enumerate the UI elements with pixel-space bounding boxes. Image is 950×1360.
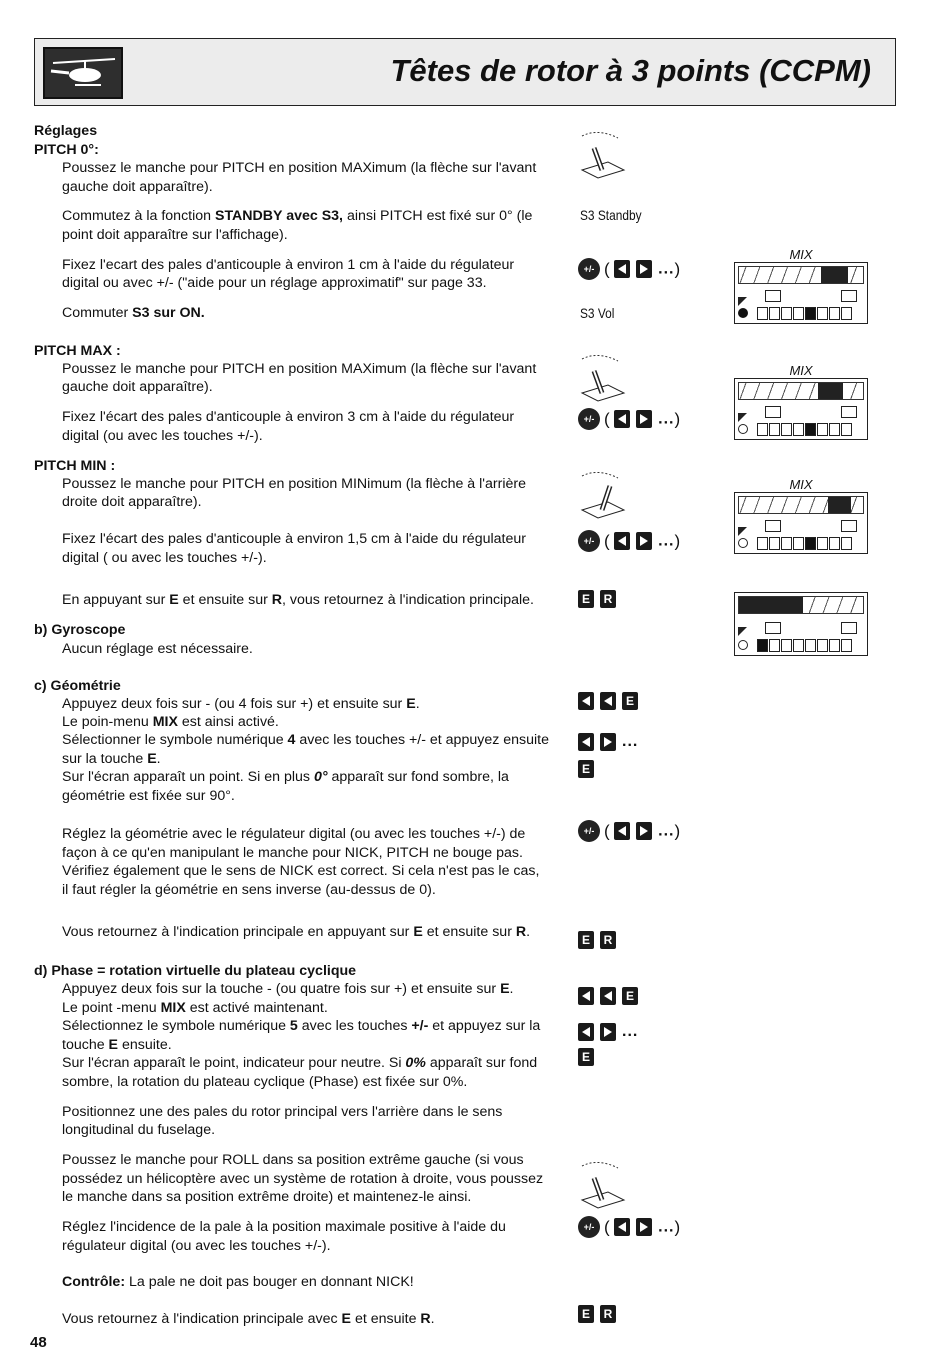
text-line: Fixez l'écart des pales d'anticouple à environ 1,5 cm à l'aide du régulateur — [62, 531, 526, 547]
text-span: E — [500, 981, 510, 997]
arrow-indicator-icon — [738, 627, 747, 636]
text-span: est activé maintenant. — [185, 1000, 328, 1016]
text-line: digital ou avec +/- ("aide pour un réglage approximatif" sur page 33. — [62, 275, 487, 291]
bar-fill — [821, 267, 848, 283]
dots: ... — [658, 1218, 675, 1236]
text-span: et appuyez sur la — [428, 1018, 541, 1034]
text-span: R — [420, 1311, 431, 1327]
minus-key-icon — [578, 987, 594, 1005]
lcd-screen — [734, 378, 868, 440]
dot-indicator-icon — [738, 308, 748, 318]
text-line — [62, 923, 530, 942]
lcd-screen — [734, 262, 868, 324]
helicopter-logo — [43, 47, 123, 99]
bar-fill — [739, 597, 803, 613]
lcd-digit — [793, 537, 804, 550]
text-span: Appuyez deux fois sur la touche - (ou quatre fois sur +) et ensuite sur — [62, 981, 501, 997]
text-line: longitudinal du fuselage. — [62, 1122, 216, 1138]
minus-key-icon — [614, 260, 630, 278]
dots: ... — [658, 260, 675, 278]
lcd-digits — [757, 307, 853, 320]
text-line: Fixez l'écart des pales d'anticouple à environ 3 cm à l'aide du régulateur — [62, 409, 515, 425]
text-line: le manche dans sa position extrême droite) et maintenez-le ainsi. — [62, 1189, 472, 1205]
text-span: Commuter — [62, 305, 133, 321]
text-line — [62, 980, 514, 999]
dots: ... — [658, 410, 675, 428]
text-line: digital (ou avec les touches +/-). — [62, 428, 263, 444]
lcd-digit — [817, 639, 828, 652]
text-span: et ensuite sur — [422, 924, 516, 940]
minus-key-icon — [578, 1023, 594, 1041]
text-line: Aucun réglage est nécessaire. — [62, 641, 253, 657]
text-span: avec les touches +/- et appuyez ensuite — [295, 732, 549, 748]
pitchmin-heading: PITCH MIN : — [34, 458, 116, 474]
key-row — [578, 732, 638, 751]
text-line — [62, 591, 534, 610]
text-line — [62, 1017, 540, 1036]
lcd-digit — [829, 639, 840, 652]
r-key: R — [600, 931, 616, 949]
lcd-digit — [793, 639, 804, 652]
digital-regulator-icon: +/- — [578, 258, 600, 280]
lcd-display-mix — [734, 248, 868, 324]
text-span: R — [271, 592, 283, 608]
lcd-digit — [841, 423, 852, 436]
text-span: E — [108, 1037, 119, 1053]
paren-open: ( — [604, 259, 610, 279]
s3-vol-label: S3 Vol — [580, 305, 615, 321]
lcd-digit — [817, 307, 828, 320]
arrow-indicator-icon — [738, 413, 747, 422]
lcd-digit — [817, 423, 828, 436]
pitchmax-heading: PITCH MAX : — [34, 343, 121, 359]
text-line — [62, 768, 509, 787]
paren-open: ( — [604, 531, 610, 551]
plus-key-icon — [600, 1023, 616, 1041]
lcd-bar — [738, 596, 864, 614]
digital-regulator-icon: +/- — [578, 1216, 600, 1238]
dots: ... — [622, 1023, 639, 1040]
text-span: 4 — [287, 732, 296, 748]
lcd-digit — [781, 537, 792, 550]
text-span: est ainsi activé. — [177, 714, 279, 730]
text-line — [62, 713, 279, 732]
text-span: Appuyez deux fois sur - (ou 4 fois sur +) et ensuite sur — [62, 696, 407, 712]
lcd-digits — [757, 423, 853, 436]
e-key: E — [578, 760, 594, 778]
lcd-digits — [757, 639, 853, 652]
text-span: et ensuite — [351, 1311, 421, 1327]
text-line: droite doit apparaître). — [62, 494, 202, 510]
plus-key-icon — [636, 410, 652, 428]
lcd-digit — [781, 307, 792, 320]
text-line: Poussez le manche pour PITCH en position MAXimum (la flèche sur l'avant — [62, 361, 537, 377]
lcd-digit — [769, 423, 780, 436]
text-span: 0° — [313, 769, 328, 785]
key-row — [578, 987, 644, 1006]
lcd-digit — [757, 307, 768, 320]
text-line — [62, 750, 161, 769]
text-span: . — [526, 924, 531, 940]
text-line: point doit apparaître sur l'affichage). — [62, 227, 288, 243]
digital-regulator-icon: +/- — [578, 820, 600, 842]
lcd-digit — [841, 307, 852, 320]
text-line — [62, 1273, 414, 1292]
text-span: E — [341, 1311, 351, 1327]
text-line: Fixez l'ecart des pales d'anticouple à environ 1 cm à l'aide du régulateur — [62, 257, 515, 273]
text-span: E — [169, 592, 179, 608]
mix-label: MIX — [789, 247, 813, 262]
stick-max-icon — [578, 355, 628, 405]
text-span: et ensuite sur — [178, 592, 272, 608]
key-row — [578, 1022, 638, 1041]
mix-label: MIX — [789, 363, 813, 378]
lcd-square — [765, 290, 781, 302]
key-row — [578, 1048, 600, 1067]
lcd-digit — [757, 639, 768, 652]
mix-label: MIX — [789, 477, 813, 492]
dot-indicator-icon — [738, 424, 748, 434]
e-key: E — [578, 590, 594, 608]
dots: ... — [658, 822, 675, 840]
text-span: Vous retournez à l'indication principale en appuyant sur — [62, 924, 414, 940]
digital-regulator-row — [578, 820, 680, 842]
text-line: il faut régler la géométrie en sens inverse (au-dessus de 0). — [62, 882, 436, 898]
lcd-digit — [829, 307, 840, 320]
page-title: Têtes de rotor à 3 points (CCPM) — [390, 53, 871, 88]
lcd-bar — [738, 266, 864, 284]
bar-fill — [828, 497, 850, 513]
text-span: En appuyant sur — [62, 592, 170, 608]
minus-key-icon — [614, 822, 630, 840]
text-span: apparaît sur fond — [425, 1055, 538, 1071]
text-line: Positionnez une des pales du rotor principal vers l'arrière dans le sens — [62, 1104, 503, 1120]
lcd-square — [841, 520, 857, 532]
minus-key-icon — [614, 1218, 630, 1236]
bar-fill — [818, 383, 843, 399]
key-row — [578, 760, 600, 779]
text-line: Réglez la géométrie avec le régulateur digital (ou avec les touches +/-) de — [62, 826, 526, 842]
text-line — [62, 1310, 435, 1329]
text-span: ensuite. — [118, 1037, 172, 1053]
lcd-digit — [805, 639, 816, 652]
text-span: . — [415, 696, 420, 712]
text-span: Sélectionner le symbole numérique — [62, 732, 288, 748]
lcd-digit — [841, 537, 852, 550]
digital-regulator-icon: +/- — [578, 530, 600, 552]
minus-key-icon — [578, 733, 594, 751]
minus-key-icon — [614, 410, 630, 428]
text-line: façon à ce qu'en manipulant le manche pour NICK, PITCH ne bouge pas. — [62, 845, 523, 861]
e-key: E — [578, 1305, 594, 1323]
text-span: touche — [62, 1037, 109, 1053]
dot-indicator-icon — [738, 538, 748, 548]
plus-key-icon — [636, 532, 652, 550]
dots: ... — [622, 733, 639, 750]
plus-key-icon — [600, 733, 616, 751]
text-line: Poussez le manche pour ROLL dans sa position extrême gauche (si vous — [62, 1152, 524, 1168]
text-line: sombre, la rotation du plateau cyclique (Phase) est fixée sur 0%. — [62, 1074, 468, 1090]
text-line: régulateur digital (ou avec les touches +/-). — [62, 1238, 331, 1254]
paren-close: ) — [674, 1217, 681, 1237]
arrow-indicator-icon — [738, 527, 747, 536]
text-line — [62, 1036, 172, 1055]
lcd-digit — [805, 537, 816, 550]
text-line: gauche doit apparaître). — [62, 379, 213, 395]
paren-close: ) — [674, 531, 681, 551]
minus-key-icon — [614, 532, 630, 550]
text-span: . — [430, 1311, 435, 1327]
plus-key-icon — [636, 1218, 652, 1236]
lcd-digit — [769, 307, 780, 320]
plus-key-icon — [636, 822, 652, 840]
settings-heading: Réglages — [34, 123, 98, 139]
lcd-square — [841, 290, 857, 302]
lcd-digit — [841, 639, 852, 652]
paren-open: ( — [604, 821, 610, 841]
text-line — [62, 304, 205, 323]
text-span: Contrôle: — [62, 1274, 126, 1290]
text-span: . — [156, 751, 161, 767]
text-span: STANDBY avec S3, — [214, 208, 343, 224]
minus-key-icon — [600, 692, 616, 710]
lcd-digit — [817, 537, 828, 550]
lcd-digit — [829, 423, 840, 436]
lcd-digit — [829, 537, 840, 550]
text-span: Commutez à la fonction — [62, 208, 215, 224]
text-span: MIX — [152, 714, 178, 730]
lcd-digits — [757, 537, 853, 550]
lcd-square — [765, 406, 781, 418]
lcd-screen — [734, 592, 868, 656]
text-span: E — [413, 924, 423, 940]
text-span: avec les touches — [297, 1018, 412, 1034]
digital-regulator-row — [578, 408, 680, 430]
text-span: Sélectionnez le symbole numérique — [62, 1018, 290, 1034]
text-span: S3 sur ON. — [132, 305, 205, 321]
e-key: E — [578, 931, 594, 949]
text-line: Vérifiez également que le sens de NICK est correct. Si cela n'est pas le cas, — [62, 863, 540, 879]
lcd-bar — [738, 382, 864, 400]
r-key: R — [600, 590, 616, 608]
text-line — [62, 1054, 537, 1073]
lcd-digit — [781, 423, 792, 436]
text-line: possédez un hélicoptère avec un système de rotation à droite, vous poussez — [62, 1171, 544, 1187]
key-row — [578, 692, 644, 711]
stick-roll-icon — [578, 1162, 628, 1212]
e-key: E — [578, 1048, 594, 1066]
paren-open: ( — [604, 1217, 610, 1237]
geometry-heading: c) Géométrie — [34, 678, 121, 694]
text-span: E — [406, 696, 416, 712]
lcd-digit — [805, 423, 816, 436]
lcd-square — [841, 622, 857, 634]
text-span: , vous retournez à l'indication principale. — [282, 592, 534, 608]
text-span: ainsi PITCH est fixé sur 0° (le — [343, 208, 533, 224]
text-line: Réglez l'incidence de la pale à la position maximale positive à l'aide du — [62, 1219, 506, 1235]
lcd-digit — [793, 307, 804, 320]
key-row-er — [578, 1305, 622, 1324]
text-span: Vous retournez à l'indication principale avec — [62, 1311, 342, 1327]
text-span: 0% — [405, 1055, 426, 1071]
plus-key-icon — [636, 260, 652, 278]
paren-open: ( — [604, 409, 610, 429]
stick-max-icon — [578, 132, 628, 182]
text-line — [62, 207, 532, 226]
e-key: E — [622, 692, 638, 710]
text-span: Sur l'écran apparaît le point, indicateur pour neutre. Si — [62, 1055, 406, 1071]
text-line — [62, 695, 420, 714]
page-number: 48 — [30, 1334, 47, 1351]
lcd-digit — [793, 423, 804, 436]
digital-regulator-row — [578, 258, 680, 280]
text-span: La pale ne doit pas bouger en donnant NICK! — [125, 1274, 414, 1290]
text-line: Poussez le manche pour PITCH en position MINimum (la flèche à l'arrière — [62, 476, 526, 492]
page-header — [34, 38, 896, 106]
stick-min-icon — [578, 472, 628, 522]
phase-heading: d) Phase = rotation virtuelle du plateau cyclique — [34, 963, 357, 979]
lcd-bar — [738, 496, 864, 514]
lcd-digit — [757, 423, 768, 436]
text-span: Sur l'écran apparaît un point. Si en plus — [62, 769, 314, 785]
key-row-er — [578, 590, 622, 609]
lcd-screen — [734, 492, 868, 554]
lcd-display-mix — [734, 478, 868, 554]
text-span: MIX — [160, 1000, 186, 1016]
text-span: Le point -menu — [62, 1000, 161, 1016]
lcd-display-main — [734, 592, 868, 656]
text-line: gauche doit apparaître). — [62, 179, 213, 195]
lcd-digit — [769, 639, 780, 652]
paren-close: ) — [674, 821, 681, 841]
text-span: E — [147, 751, 157, 767]
e-key: E — [622, 987, 638, 1005]
text-line: Poussez le manche pour PITCH en position MAXimum (la flèche sur l'avant — [62, 160, 537, 176]
text-line: géométrie est fixée sur 90°. — [62, 788, 235, 804]
lcd-digit — [757, 537, 768, 550]
text-span: . — [509, 981, 514, 997]
text-span: +/- — [411, 1018, 429, 1034]
helicopter-icon — [45, 49, 121, 97]
digital-regulator-row — [578, 530, 680, 552]
digital-regulator-row — [578, 1216, 680, 1238]
s3-standby-label: S3 Standby — [580, 207, 642, 223]
arrow-indicator-icon — [738, 297, 747, 306]
digital-regulator-icon: +/- — [578, 408, 600, 430]
text-line: digital ( ou avec les touches +/-). — [62, 550, 267, 566]
text-span: apparaît sur fond sombre, la — [327, 769, 509, 785]
gyro-heading: b) Gyroscope — [34, 622, 126, 638]
minus-key-icon — [578, 692, 594, 710]
lcd-digit — [769, 537, 780, 550]
lcd-square — [765, 520, 781, 532]
text-span: sur la touche — [62, 751, 148, 767]
pitch0-heading: PITCH 0°: — [34, 142, 99, 158]
dots: ... — [658, 532, 675, 550]
key-row-er — [578, 931, 622, 950]
lcd-square — [841, 406, 857, 418]
text-span: R — [515, 924, 527, 940]
text-span: 5 — [289, 1018, 298, 1034]
text-line — [62, 731, 549, 750]
lcd-display-mix — [734, 364, 868, 440]
dot-indicator-icon — [738, 640, 748, 650]
paren-close: ) — [674, 259, 681, 279]
paren-close: ) — [674, 409, 681, 429]
lcd-square — [765, 622, 781, 634]
r-key: R — [600, 1305, 616, 1323]
text-span: Le poin-menu — [62, 714, 153, 730]
minus-key-icon — [600, 987, 616, 1005]
text-line — [62, 999, 328, 1018]
lcd-digit — [805, 307, 816, 320]
lcd-digit — [781, 639, 792, 652]
